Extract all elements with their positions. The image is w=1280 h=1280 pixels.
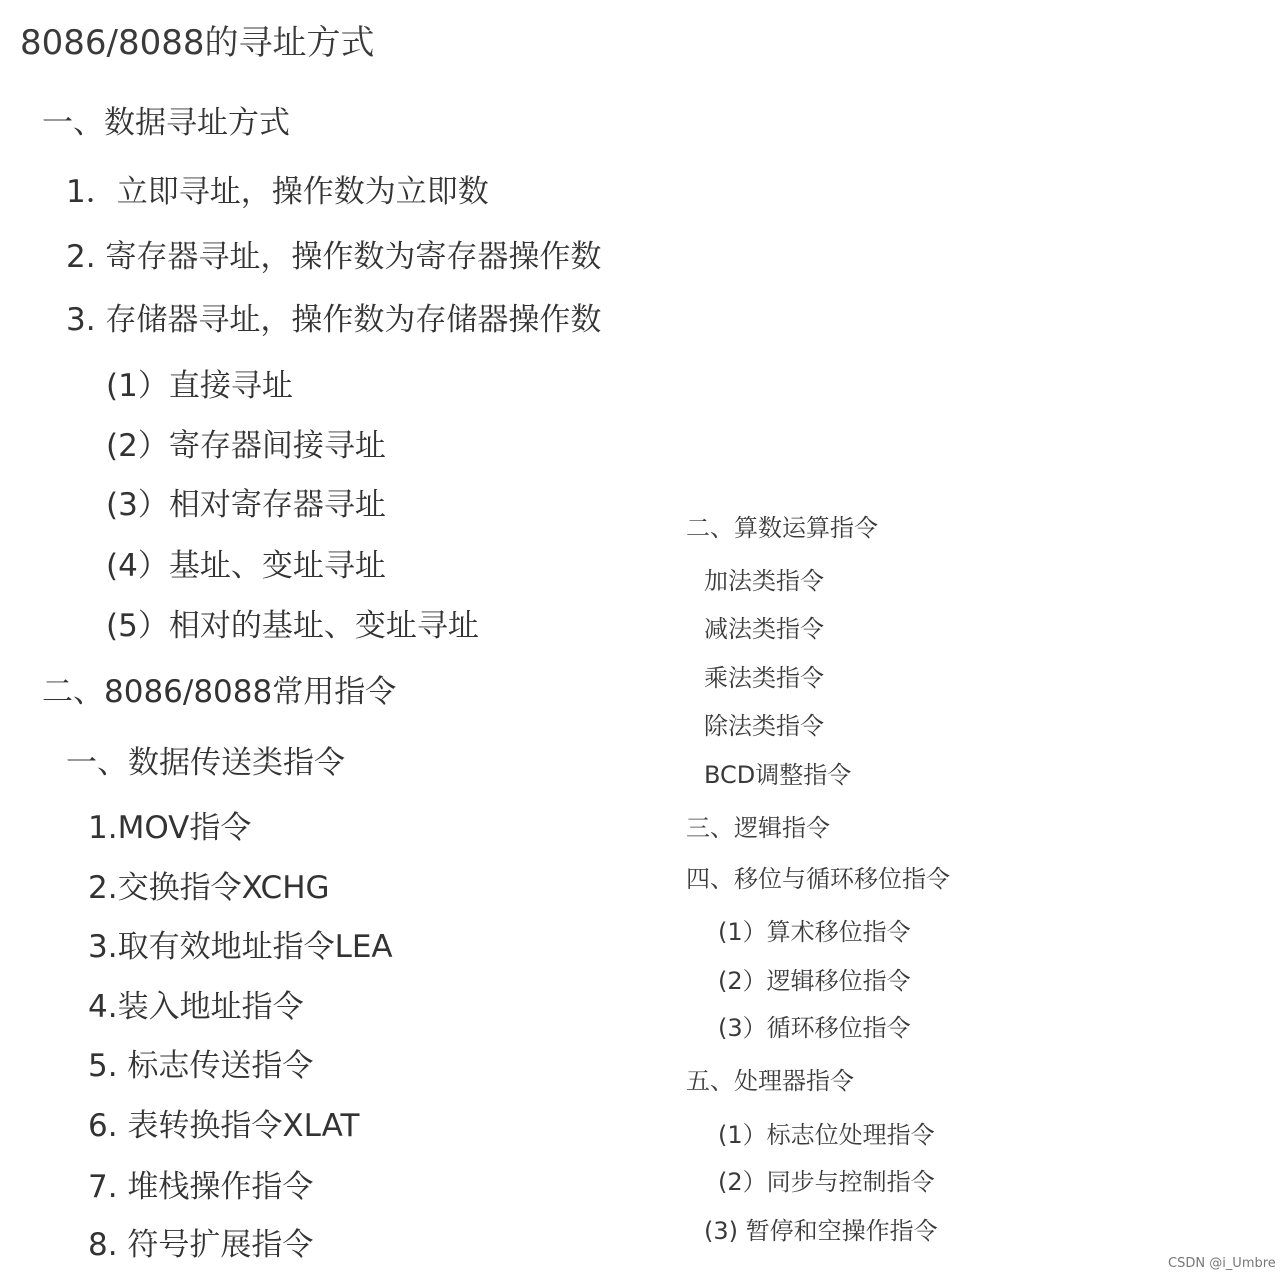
heading-data-addressing: 一、数据寻址方式 xyxy=(42,105,290,141)
list-item: (2）寄存器间接寻址 xyxy=(106,428,386,464)
watermark: CSDN @i_Umbre xyxy=(1168,1256,1276,1271)
list-item: 除法类指令 xyxy=(704,712,824,740)
list-item: 3. 存储器寻址，操作数为存储器操作数 xyxy=(66,302,602,338)
list-item: (5）相对的基址、变址寻址 xyxy=(106,608,479,644)
list-item: (3）相对寄存器寻址 xyxy=(106,487,386,523)
list-item: (1）算术移位指令 xyxy=(718,918,911,946)
heading-data-transfer: 一、数据传送类指令 xyxy=(66,745,345,781)
heading-arithmetic: 二、算数运算指令 xyxy=(686,514,878,542)
list-item: 2. 寄存器寻址，操作数为寄存器操作数 xyxy=(66,239,602,275)
list-item: 8. 符号扩展指令 xyxy=(88,1227,314,1263)
list-item: (2）同步与控制指令 xyxy=(718,1168,935,1196)
heading-processor: 五、处理器指令 xyxy=(686,1067,854,1095)
list-item: 5. 标志传送指令 xyxy=(88,1048,314,1084)
list-item: 加法类指令 xyxy=(704,567,824,595)
list-item: (3) 暂停和空操作指令 xyxy=(704,1217,938,1245)
heading-shift-rotate: 四、移位与循环移位指令 xyxy=(686,865,950,893)
list-item: 4.装入地址指令 xyxy=(88,989,304,1025)
heading-logic: 三、逻辑指令 xyxy=(686,814,830,842)
page-title: 8086/8088的寻址方式 xyxy=(20,23,375,63)
list-item: 乘法类指令 xyxy=(704,664,824,692)
list-item: (3）循环移位指令 xyxy=(718,1014,911,1042)
list-item: 1．立即寻址，操作数为立即数 xyxy=(66,174,489,210)
list-item: 1.MOV指令 xyxy=(88,810,252,846)
list-item: BCD调整指令 xyxy=(704,761,852,789)
heading-common-instructions: 二、8086/8088常用指令 xyxy=(42,674,397,710)
list-item: 2.交换指令XCHG xyxy=(88,870,330,906)
list-item: 3.取有效地址指令LEA xyxy=(88,929,393,965)
list-item: 6. 表转换指令XLAT xyxy=(88,1108,360,1144)
list-item: 减法类指令 xyxy=(704,615,824,643)
list-item: (1）直接寻址 xyxy=(106,368,293,404)
list-item: (2）逻辑移位指令 xyxy=(718,967,911,995)
list-item: (1）标志位处理指令 xyxy=(718,1121,935,1149)
list-item: 7. 堆栈操作指令 xyxy=(88,1169,314,1205)
list-item: (4）基址、变址寻址 xyxy=(106,548,386,584)
